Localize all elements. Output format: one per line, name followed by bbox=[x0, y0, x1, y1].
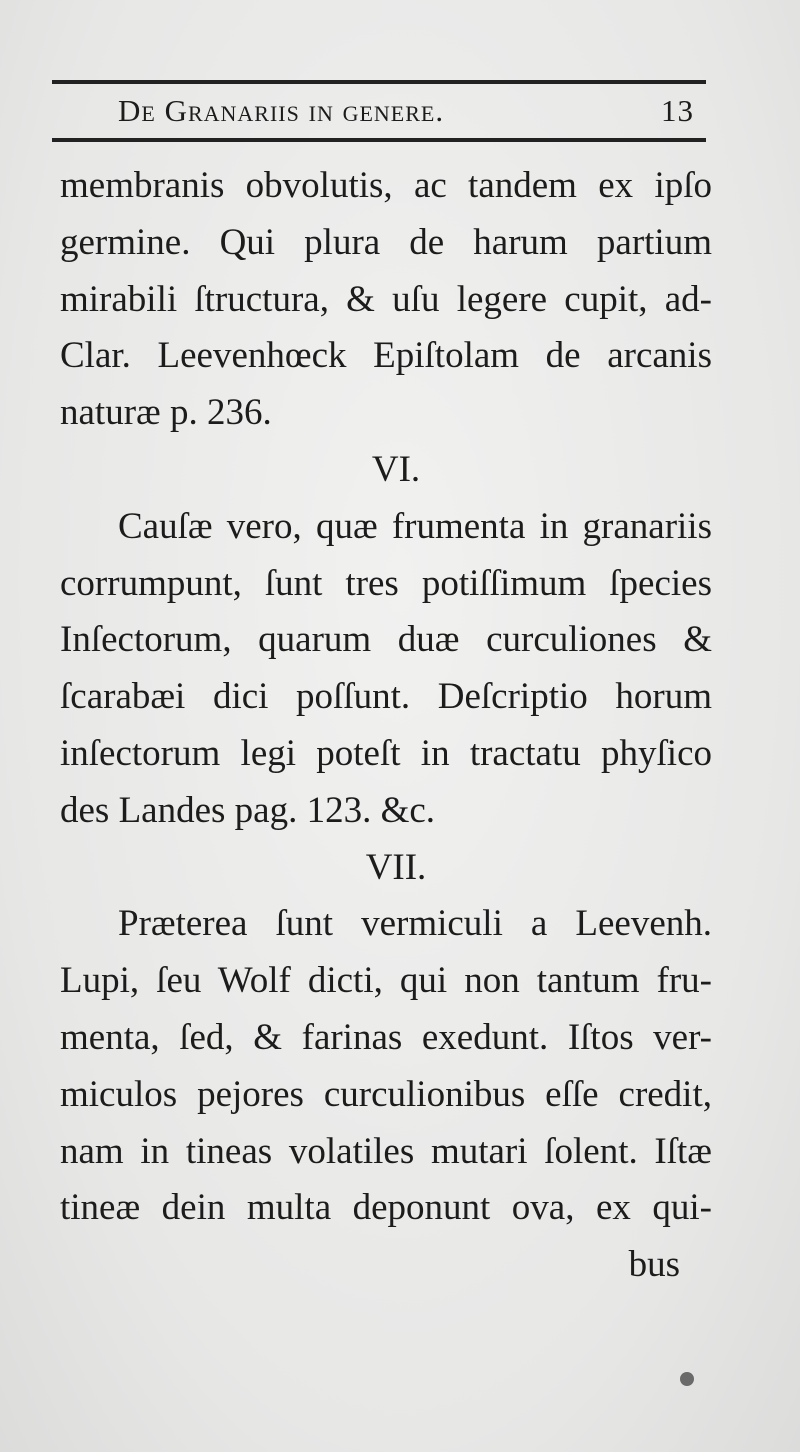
text-line: Lupi, ſeu Wolf dicti, qui non tantum fru- bbox=[60, 960, 712, 1002]
text-line: menta, ſed, & farinas exedunt. Iſtos ver- bbox=[60, 1016, 712, 1058]
catchword: bus bbox=[628, 1244, 680, 1286]
running-title: De Granariis in genere. bbox=[118, 93, 445, 128]
text-line: Cauſæ vero, quæ frumenta in granariis bbox=[118, 505, 712, 547]
text-line: corrumpunt, ſunt tres potiſſimum ſpecies bbox=[60, 562, 712, 604]
text-line: mirabili ſtructura, & uſu legere cupit, ad- bbox=[60, 278, 712, 320]
header-rule-top bbox=[52, 80, 706, 84]
text-line: Præterea ſunt vermiculi a Leevenh. bbox=[118, 903, 712, 945]
page-number: 13 bbox=[661, 93, 694, 128]
text-line: miculos pejores curculionibus eſſe credit, bbox=[60, 1073, 712, 1115]
header-rule-bottom bbox=[52, 138, 706, 142]
text-line: nam in tineas volatiles mutari ſolent. Iſtæ bbox=[60, 1130, 712, 1172]
ink-speck bbox=[680, 1372, 694, 1386]
text-line: Clar. Leevenhœck Epiſtolam de arcanis bbox=[60, 335, 712, 377]
text-line: germine. Qui plura de harum partium bbox=[60, 221, 712, 263]
text-line: des Landes pag. 123. &c. bbox=[60, 789, 436, 831]
running-head bbox=[118, 88, 708, 134]
text-line: inſectorum legi poteſt in tractatu phyſico bbox=[60, 732, 712, 774]
section-heading-vi: VI. bbox=[371, 448, 421, 490]
body-text bbox=[60, 158, 712, 1294]
text-line: Inſectorum, quarum duæ curculiones & bbox=[60, 619, 712, 661]
text-line: ſcarabæi dici poſſunt. Deſcriptio horum bbox=[60, 676, 712, 718]
text-line: naturæ p. 236. bbox=[60, 392, 272, 434]
text-line: tineæ dein multa deponunt ova, ex qui- bbox=[60, 1187, 712, 1229]
section-heading-vii: VII. bbox=[365, 846, 427, 888]
text-line: membranis obvolutis, ac tandem ex ipſo bbox=[60, 165, 712, 206]
